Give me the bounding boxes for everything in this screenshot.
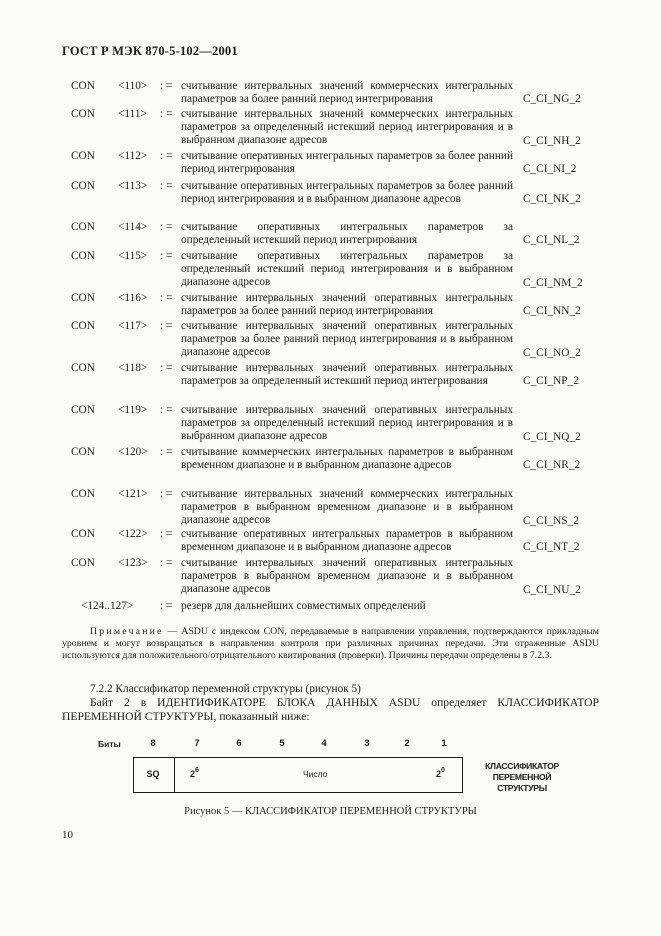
row-assign: : = xyxy=(160,528,173,540)
definition-row xyxy=(0,80,661,106)
definition-row xyxy=(0,404,661,444)
row-description: считывание оперативных интегральных параметров за более ранний период интегрирования и в выбранном диапазоне адресов xyxy=(181,180,513,206)
definition-row xyxy=(0,446,661,472)
row-assign: : = xyxy=(160,557,173,569)
row-description: считывание оперативных интегральных параметров в выбранном временном диапазоне и в выбранном диапазоне адресов xyxy=(181,528,513,554)
bit-number: 4 xyxy=(321,738,327,749)
row-code: C_CI_NN_2 xyxy=(523,304,581,317)
bit-number: 1 xyxy=(441,738,447,749)
row-prefix: CON xyxy=(71,362,95,374)
row-code: C_CI_NL_2 xyxy=(523,233,580,246)
row-assign: : = xyxy=(160,320,173,332)
row-code: C_CI_NP_2 xyxy=(523,374,579,387)
row-prefix: CON xyxy=(71,488,95,500)
row-assign: : = xyxy=(160,250,173,262)
row-number: <123> xyxy=(118,557,148,569)
figure-caption: Рисунок 5 — КЛАССИФИКАТОР ПЕРЕМЕННОЙ СТРУКТУРЫ xyxy=(184,806,477,817)
row-assign: : = xyxy=(160,488,173,500)
row-description: считывание интервальных значений коммерческих интегральных параметров в выбранном временном диапазоне и в выбранном диапазоне адресов xyxy=(181,488,513,527)
row-assign: : = xyxy=(160,80,173,92)
definition-row xyxy=(0,221,661,247)
row-number: <117> xyxy=(118,320,148,332)
bit-number: 6 xyxy=(236,738,242,749)
row-assign: : = xyxy=(160,362,173,374)
row-code: C_CI_NM_2 xyxy=(523,276,583,289)
high-bit-weight: $2^6$ xyxy=(190,767,199,779)
bit-number: 7 xyxy=(194,738,200,749)
row-description: считывание интервальных значений оперативных интегральных параметров в выбранном временном диапазоне и в выбранном диапазоне адресов xyxy=(181,557,513,596)
row-prefix: CON xyxy=(71,557,95,569)
row-prefix: CON xyxy=(71,404,95,416)
row-code: C_CI_NS_2 xyxy=(523,514,579,527)
bit-number: 8 xyxy=(150,738,156,749)
note-label: Примечание xyxy=(90,626,164,637)
definition-row xyxy=(0,150,661,176)
definition-row xyxy=(0,557,661,597)
definition-row xyxy=(0,108,661,148)
definition-row xyxy=(0,528,661,554)
row-assign: : = xyxy=(160,446,173,458)
reserve-description: резерв для дальнейших совместимых определений xyxy=(181,600,426,612)
row-code: C_CI_NG_2 xyxy=(523,92,581,105)
byte-box xyxy=(133,757,463,793)
row-assign: : = xyxy=(160,404,173,416)
row-assign: : = xyxy=(160,108,173,120)
row-description: считывание интервальных значений оперативных интегральных параметров за более ранний период интегрирования xyxy=(181,292,513,318)
row-number: <114> xyxy=(118,221,148,233)
row-prefix: CON xyxy=(71,446,95,458)
side-label: КЛАССИФИКАТОР ПЕРЕМЕННОЙ СТРУКТУРЫ xyxy=(485,761,559,793)
row-prefix: CON xyxy=(71,80,95,92)
page-number: 10 xyxy=(62,829,73,841)
row-assign: : = xyxy=(160,180,173,192)
row-code: C_CI_NR_2 xyxy=(523,458,581,471)
number-field: Число xyxy=(303,769,328,779)
definition-row xyxy=(0,180,661,206)
row-prefix: CON xyxy=(71,180,95,192)
row-description: считывание оперативных интегральных параметров за определенный истекший период интегрирования и в выбранном диапазоне адресов xyxy=(181,250,513,289)
bit-number: 5 xyxy=(279,738,285,749)
definition-row xyxy=(0,250,661,290)
row-number: <116> xyxy=(118,292,148,304)
row-assign: : = xyxy=(160,292,173,304)
row-description: считывание интервальных значений оперативных интегральных параметров за более ранний период интегрирования и в выбранном диапазоне адресов xyxy=(181,320,513,359)
row-number: <121> xyxy=(118,488,148,500)
row-code: C_CI_NK_2 xyxy=(523,192,581,205)
row-number: <120> xyxy=(118,446,148,458)
row-prefix: CON xyxy=(71,108,95,120)
row-prefix: CON xyxy=(71,250,95,262)
row-prefix: CON xyxy=(71,150,95,162)
row-description: считывание оперативных интегральных параметров за определенный истекший период интегрирования xyxy=(181,221,513,247)
row-number: <118> xyxy=(118,362,148,374)
definition-row xyxy=(0,488,661,528)
row-assign: : = xyxy=(160,221,173,233)
row-prefix: CON xyxy=(71,528,95,540)
row-number: <119> xyxy=(118,404,148,416)
sq-field: SQ xyxy=(146,769,160,779)
row-description: считывание оперативных интегральных параметров за более ранний период интегрирования xyxy=(181,150,513,176)
sq-divider xyxy=(174,758,175,792)
definition-row xyxy=(0,292,661,318)
definition-row xyxy=(0,362,661,388)
row-number: <113> xyxy=(118,180,148,192)
reserve-number: <124..127> xyxy=(81,600,134,612)
reserve-assign: : = xyxy=(160,600,173,612)
row-description: считывание интервальных значений коммерческих интегральных параметров за определенный истекший период интегрирования и в выбранном диапазоне адресов xyxy=(181,108,513,147)
row-code: C_CI_NQ_2 xyxy=(523,430,581,443)
section-heading: 7.2.2 Классификатор переменной структуры (рисунок 5) xyxy=(90,683,361,695)
bit-number: 3 xyxy=(364,738,370,749)
row-prefix: CON xyxy=(71,221,95,233)
row-number: <110> xyxy=(118,80,148,92)
row-number: <122> xyxy=(118,528,148,540)
row-assign: : = xyxy=(160,150,173,162)
bits-label: Биты xyxy=(98,739,121,749)
row-code: C_CI_NI_2 xyxy=(523,162,577,175)
definition-row xyxy=(0,320,661,360)
row-description: считывание интервальных значений коммерческих интегральных параметров за более ранний период интегрирования xyxy=(181,80,513,106)
row-description: считывание интервальных значений оперативных интегральных параметров за определенный истекший период интегрирования xyxy=(181,362,513,388)
row-prefix: CON xyxy=(71,320,95,332)
note-text: — ASDU с индексом CON, передаваемые в направлении управления, подтверждаются прикладным уровнем и могут возвращаться в направлении контроля при различных причинах передачи. Эти отраженные ASDU используются для положительного/отрицательного квитирования (проверки). Причины передачи определены в 7.2.3. xyxy=(62,626,599,662)
row-number: <115> xyxy=(118,250,148,262)
row-description: считывание коммерческих интегральных параметров в выбранном временном диапазоне и в выбранном диапазоне адресов xyxy=(181,446,513,472)
row-number: <112> xyxy=(118,150,148,162)
row-code: C_CI_NU_2 xyxy=(523,583,581,596)
note-paragraph xyxy=(62,626,599,663)
row-description: считывание интервальных значений оперативных интегральных параметров за определенный истекший период интегрирования и в выбранном диапазоне адресов xyxy=(181,404,513,443)
page-header: ГОСТ Р МЭК 870-5-102—2001 xyxy=(62,44,238,58)
row-number: <111> xyxy=(118,108,147,120)
row-code: C_CI_NH_2 xyxy=(523,134,581,147)
row-code: C_CI_NO_2 xyxy=(523,346,581,359)
row-code: C_CI_NT_2 xyxy=(523,540,580,553)
row-prefix: CON xyxy=(71,292,95,304)
body-paragraph: Байт 2 в ИДЕНТИФИКАТОРЕ БЛОКА ДАННЫХ ASDU определяет КЛАССИФИКАТОР ПЕРЕМЕННОЙ СТРУКТУРЫ, показанный ниже: xyxy=(62,696,599,724)
low-bit-weight: $2^0$ xyxy=(436,767,445,779)
bit-number: 2 xyxy=(404,738,410,749)
